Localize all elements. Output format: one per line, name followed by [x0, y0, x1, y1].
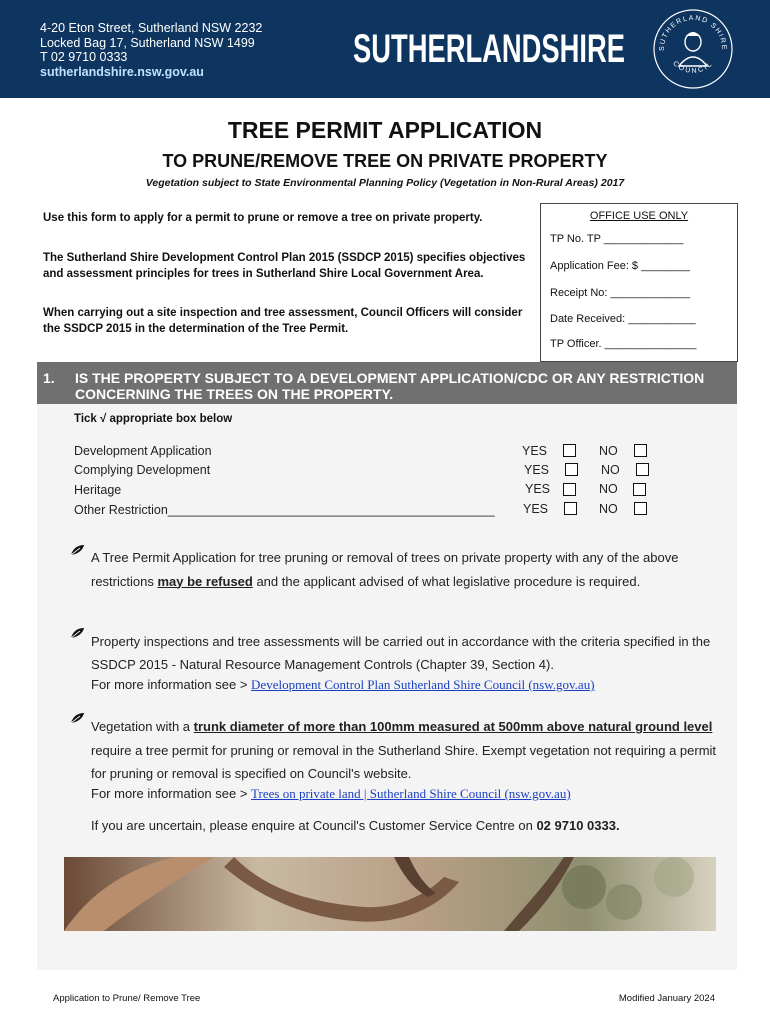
footer-form-name: Application to Prune/ Remove Tree	[53, 993, 201, 1004]
svg-text:SUTHERLAND SHIRE: SUTHERLAND SHIRE	[658, 14, 728, 52]
dcp-link[interactable]: Development Control Plan Sutherland Shire Council (nsw.gov.au)	[251, 677, 595, 692]
address-line: 4-20 Eton Street, Sutherland NSW 2232	[40, 21, 263, 35]
note-text: Vegetation with a	[91, 719, 194, 734]
tree-photo	[64, 857, 716, 931]
tick-instruction: Tick √ appropriate box below	[74, 413, 233, 425]
yes-checkbox[interactable]	[563, 444, 576, 457]
application-fee-field[interactable]: Application Fee: $ ________	[550, 260, 691, 272]
leaf-bullet-icon	[70, 712, 85, 724]
enquiry-text: If you are uncertain, please enquire at Council's Customer Service Centre on	[91, 818, 537, 833]
note-emphasis: may be refused	[157, 573, 253, 589]
council-address	[40, 21, 262, 79]
no-checkbox[interactable]	[636, 463, 649, 476]
restriction-note	[91, 546, 731, 593]
no-label: NO	[599, 502, 618, 516]
inspection-note: Property inspections and tree assessments will be carried out in accordance with the criteria specified in the SSDCP 2015 - Natural Resource Management Controls (Chapter 39, Section 4).	[91, 634, 711, 672]
yes-checkbox[interactable]	[563, 483, 576, 496]
note-text: A Tree Permit Application for tree pruning or removal of trees on private property with any of the above restrictions	[91, 550, 679, 589]
condition-label: Heritage	[74, 483, 122, 497]
section-heading: IS THE PROPERTY SUBJECT TO A DEVELOPMENT APPLICATION/CDC OR ANY RESTRICTION CONCERNING THE TREES ON THE PROPERTY.	[75, 370, 705, 402]
phone-line: T 02 9710 0333	[40, 50, 128, 64]
more-info-line	[91, 677, 731, 693]
no-label: NO	[599, 482, 618, 496]
yes-label: YES	[523, 502, 549, 516]
leaf-bullet-icon	[70, 627, 85, 639]
no-label: NO	[599, 444, 618, 458]
trees-link[interactable]: Trees on private land | Sutherland Shire Council (nsw.gov.au)	[251, 786, 571, 801]
more-info-line	[91, 786, 731, 802]
condition-label: Complying Development	[74, 463, 211, 477]
svg-text:SUTHERLANDSHIRE: SUTHERLANDSHIRE	[353, 27, 625, 68]
no-checkbox[interactable]	[634, 502, 647, 515]
policy-note: Vegetation subject to State Environmental Planning Policy (Vegetation in Non-Rural Areas) 2017	[145, 177, 625, 189]
condition-label[interactable]: Other Restriction_______________________________________________	[74, 503, 495, 517]
page-subtitle: TO PRUNE/REMOVE TREE ON PRIVATE PROPERTY	[162, 151, 608, 171]
footer-modified-date: Modified January 2024	[618, 993, 715, 1004]
receipt-number-field[interactable]: Receipt No: _____________	[550, 287, 691, 299]
tp-officer-field[interactable]: TP Officer. _______________	[550, 338, 697, 350]
yes-label: YES	[524, 463, 550, 477]
address-line: Locked Bag 17, Sutherland NSW 1499	[40, 35, 255, 50]
no-checkbox[interactable]	[634, 444, 647, 457]
intro-paragraph: The Sutherland Shire Development Control Plan 2015 (SSDCP 2015) specifies objectives and assessment principles for trees in Sutherland Shire Local Government Area.	[43, 252, 526, 280]
website-link[interactable]: sutherlandshire.nsw.gov.au	[40, 64, 204, 79]
yes-label: YES	[522, 444, 548, 458]
leaf-bullet-icon	[70, 544, 85, 556]
yes-label: YES	[525, 482, 551, 496]
intro-paragraph: When carrying out a site inspection and tree assessment, Council Officers will consider the SSDCP 2015 in the determination of the Tree Permit.	[43, 307, 523, 335]
enquiry-note	[91, 818, 731, 833]
section-number: 1.	[43, 370, 55, 386]
more-info-label: For more information see >	[91, 677, 252, 692]
svg-text:COUNCIL: COUNCIL	[671, 60, 715, 75]
office-use-box	[540, 203, 738, 362]
page-title: TREE PERMIT APPLICATION	[227, 117, 543, 143]
no-checkbox[interactable]	[633, 483, 646, 496]
enquiry-phone: 02 9710 0333.	[536, 818, 620, 833]
council-seal-icon	[652, 8, 734, 90]
condition-label: Development Application	[74, 444, 212, 458]
note-text: and the applicant advised of what legislative procedure is required.	[252, 573, 641, 589]
intro-paragraph: Use this form to apply for a permit to prune or remove a tree on private property.	[43, 212, 483, 224]
exemption-note	[91, 715, 731, 786]
header-banner	[0, 0, 770, 98]
date-received-field[interactable]: Date Received: ___________	[550, 313, 696, 325]
no-label: NO	[601, 463, 620, 477]
sutherland-shire-logo	[352, 22, 626, 68]
note-emphasis: trunk diameter of more than 100mm measured at 500mm above natural ground level	[193, 719, 713, 734]
more-info-label: For more information see >	[91, 786, 252, 801]
office-use-heading: OFFICE USE ONLY	[589, 210, 689, 222]
note-text: require a tree permit for pruning or removal in the Sutherland Shire. Exempt vegetation not requiring a permit for pruning or removal is specified on Council's website.	[91, 742, 717, 781]
tp-number-field[interactable]: TP No. TP _____________	[550, 233, 684, 245]
yes-checkbox[interactable]	[565, 463, 578, 476]
yes-checkbox[interactable]	[564, 502, 577, 515]
